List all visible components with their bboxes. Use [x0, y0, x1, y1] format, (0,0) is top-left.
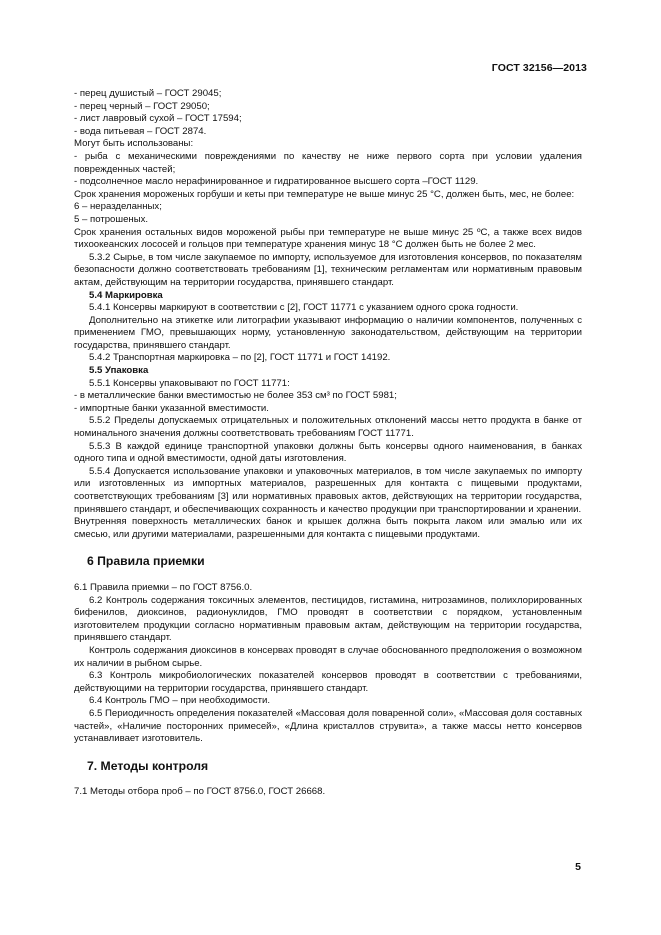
paragraph: 6.4 Контроль ГМО – при необходимости.: [89, 695, 271, 707]
paragraph: 5.3.2 Сырье, в том числе закупаемое по импорту, используемое для изготовления консервов, по показателям безопасности должно соответствовать требованиям [1], техническим регламентам или нормативным правовым актам, действующим на территории государства, принявшего стандарт.: [74, 251, 582, 288]
subsection-heading: 5.4 Маркировка: [89, 289, 163, 301]
section-heading: 7. Методы контроля: [87, 758, 209, 773]
paragraph: 6.3 Контроль микробиологических показателей консервов проводят в соответствии с требованиями, действующими на территории государства, принявшего стандарт.: [74, 670, 582, 694]
paragraph: - вода питьевая – ГОСТ 2874.: [74, 125, 207, 137]
page-number: 5: [575, 861, 581, 873]
paragraph: Контроль содержания диоксинов в консервах проводят в случае обоснованного предположения о возможном их наличии в рыбном сырье.: [74, 644, 582, 669]
paragraph: - импортные банки указанной вместимости.: [74, 402, 269, 414]
paragraph: - рыба с механическими повреждениями по качеству не ниже первого сорта при условии удаления поврежденных частей;: [74, 150, 582, 175]
paragraph: Внутренняя поверхность металлических банок и крышек должна быть покрыта лаком или эмалью или их смесью, или другими материалами, разрешенными для контакта с пищевыми продуктами.: [74, 516, 582, 540]
subsection-heading: 5.5 Упаковка: [89, 365, 149, 377]
document-header: ГОСТ 32156—2013: [491, 62, 587, 74]
paragraph: 6.1 Правила приемки – по ГОСТ 8756.0.: [74, 581, 253, 593]
paragraph: Срок хранения остальных видов мороженой рыбы при температуре не выше минус 25 ºС, а также всех видов тихоокеанских лососей и гольцов при температуре хранения минус 18 °С должен быть не более 2 мес.: [74, 226, 582, 251]
paragraph: - лист лавровый сухой – ГОСТ 17594;: [74, 113, 242, 125]
paragraph: 6.2 Контроль содержания токсичных элементов, пестицидов, гистамина, нитрозаминов, полихлорированных бифенилов, диоксинов, радионуклидов, ГМО проводят в соответствии с порядком, установленным изготовителем продукции согласно нормативным правовым актам, действующим на территории государства, принявшего стандарт.: [74, 594, 582, 644]
paragraph: 7.1 Методы отбора проб – по ГОСТ 8756.0, ГОСТ 26668.: [74, 786, 326, 798]
paragraph: 5 – потрошеных.: [74, 213, 149, 225]
paragraph: 6 – неразделанных;: [74, 201, 162, 213]
section-heading: 6 Правила приемки: [87, 554, 205, 569]
paragraph: 5.4.2 Транспортная маркировка – по [2], ГОСТ 11771 и ГОСТ 14192.: [89, 352, 391, 364]
paragraph: 5.4.1 Консервы маркируют в соответствии с [2], ГОСТ 11771 с указанием одного срока годности.: [89, 302, 519, 314]
paragraph: Срок хранения мороженых горбуши и кеты при температуре не выше минус 25 °С, должен быть, мес, не более:: [74, 188, 575, 200]
paragraph: Дополнительно на этикетке или литографии указывают информацию о наличии компонентов, полученных с применением ГМО, превышающих норму, установленную законодательством, действующим на территории государства, принявшего стандарт.: [74, 314, 582, 351]
paragraph: - перец черный – ГОСТ 29050;: [74, 100, 210, 112]
paragraph: 5.5.1 Консервы упаковывают по ГОСТ 11771:: [89, 377, 290, 389]
paragraph: 5.5.2 Пределы допускаемых отрицательных и положительных отклонений массы нетто продукта в банке от номинального значения должны соответствовать требованиям ГОСТ 11771.: [74, 415, 582, 440]
paragraph: 5.5.3 В каждой единице транспортной упаковки должны быть консервы одного наименования, в банках одного типа и одной вместимости, одной даты изготовления.: [74, 440, 582, 465]
paragraph: - в металлические банки вместимостью не более 353 см³ по ГОСТ 5981;: [74, 390, 397, 402]
paragraph: - перец душистый – ГОСТ 29045;: [74, 88, 222, 99]
paragraph: - подсолнечное масло нерафинированное и гидратированное высшего сорта –ГОСТ 1129.: [74, 176, 479, 188]
paragraph: Могут быть использованы:: [74, 138, 194, 150]
document-body: [74, 88, 582, 799]
paragraph: 6.5 Периодичность определения показателей «Массовая доля поваренной соли», «Массовая доля составных частей», «Наличие посторонних примесей», «Длина кристаллов струвита», а также массы нетто консервов устанавливает изготовитель.: [74, 707, 582, 745]
paragraph: 5.5.4 Допускается использование упаковки и упаковочных материалов, в том числе закупаемых по импорту или изготовленных из импортных материалов, разрешенных для контакта с пищевыми продуктами, соответствующих требованиям [3] или нормативных правовых актов, действующих на территории государства, принявшего стандарт, и обеспечивающих сохранность и качество продукции при транспортировании и хранении.: [74, 465, 582, 515]
